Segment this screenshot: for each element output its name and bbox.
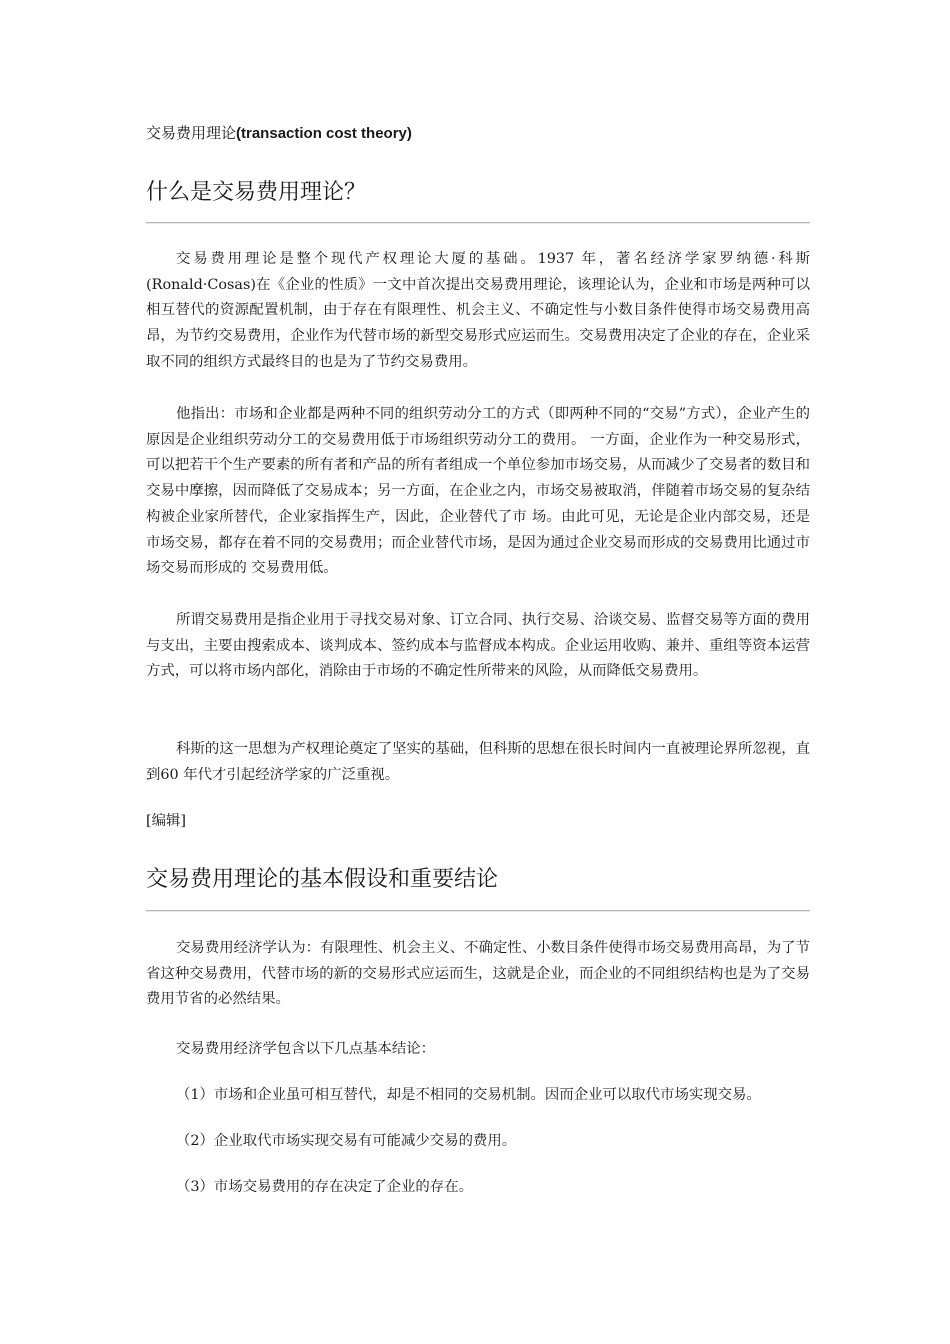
document-title-cn: 交易费用理论 bbox=[146, 124, 237, 142]
paragraph: 交易费用经济学认为：有限理性、机会主义、不确定性、小数目条件使得市场交易费用高昂，为了节省这种交易费用，代替市场的新的交易形式应运而生，这就是企业，而企业的不同组织结构也是为了交易费用节省的必然结果。 bbox=[146, 940, 810, 1008]
paragraph: 他指出：市场和企业都是两种不同的组织劳动分工的方式（即两种不同的“交易”方式），企业产生的原因是企业组织劳动分工的交易费用低于市场组织劳动分工的费用。 一方面，企业作为一种交易形式，可以把若干个生产要素的所有者和产品的所有者组成一个单位参加市场交易，从而减少了交易者的数目和交易中摩擦，因而降低了交易成本；另一方面，在企业之内，市场交易被取消，伴随着市场交易的复杂结构被企业家所替代，企业家指挥生产，因此，企业替代了市 场。由此可见，无论是企业内部交易，还是市场交易，都存在着不同的交易费用；而企业替代市场，是因为通过企业交易而形成的交易费用比通过市场交易而形成的 交易费用低。 bbox=[146, 406, 810, 577]
section-divider bbox=[146, 222, 810, 224]
conclusion-item: （2）企业取代市场实现交易有可能减少交易的费用。 bbox=[176, 1133, 517, 1149]
section-divider bbox=[146, 910, 810, 912]
section-heading-what-is: 什么是交易费用理论？ bbox=[146, 180, 367, 205]
conclusion-item: （1）市场和企业虽可相互替代，却是不相同的交易机制。因而企业可以取代市场实现交易。 bbox=[176, 1087, 761, 1103]
conclusion-item: （3）市场交易费用的存在决定了企业的存在。 bbox=[176, 1179, 473, 1195]
paragraph: 交易费用经济学包含以下几点基本结论： bbox=[176, 1041, 436, 1057]
paragraph: 交易费用理论是整个现代产权理论大厦的基础。1937 年，著名经济学家罗纳德·科斯 (Ronald·Cosas)在《企业的性质》一文中首次提出交易费用理论，该理论认为，企业和市场是两种可以相互替代的资源配置机制，由于存在有限理性、机会主义、不确定性与小数目条件使得市场交易费用高昂，为节约交易费用，企业作为代替市场的新型交易形式应运而生。交易费用决定了企业的存在，企业采取不同的组织方式最终目的也是为了节约交易费用。 bbox=[146, 251, 810, 370]
paragraph: 科斯的这一思想为产权理论奠定了坚实的基础，但科斯的思想在很长时间内一直被理论界所忽视，直到60 年代才引起经济学家的广泛重视。 bbox=[146, 741, 810, 783]
edit-link[interactable]: [编辑] bbox=[146, 813, 187, 829]
document-title bbox=[146, 122, 412, 145]
document-title-en: (transaction cost theory) bbox=[236, 125, 412, 142]
section-heading-assumptions: 交易费用理论的基本假设和重要结论 bbox=[146, 867, 499, 892]
paragraph: 所谓交易费用是指企业用于寻找交易对象、订立合同、执行交易、洽谈交易、监督交易等方面的费用与支出，主要由搜索成本、谈判成本、签约成本与监督成本构成。企业运用收购、兼并、重组等资本运营方式，可以将市场内部化，消除由于市场的不确定性所带来的风险，从而降低交易费用。 bbox=[146, 612, 810, 680]
